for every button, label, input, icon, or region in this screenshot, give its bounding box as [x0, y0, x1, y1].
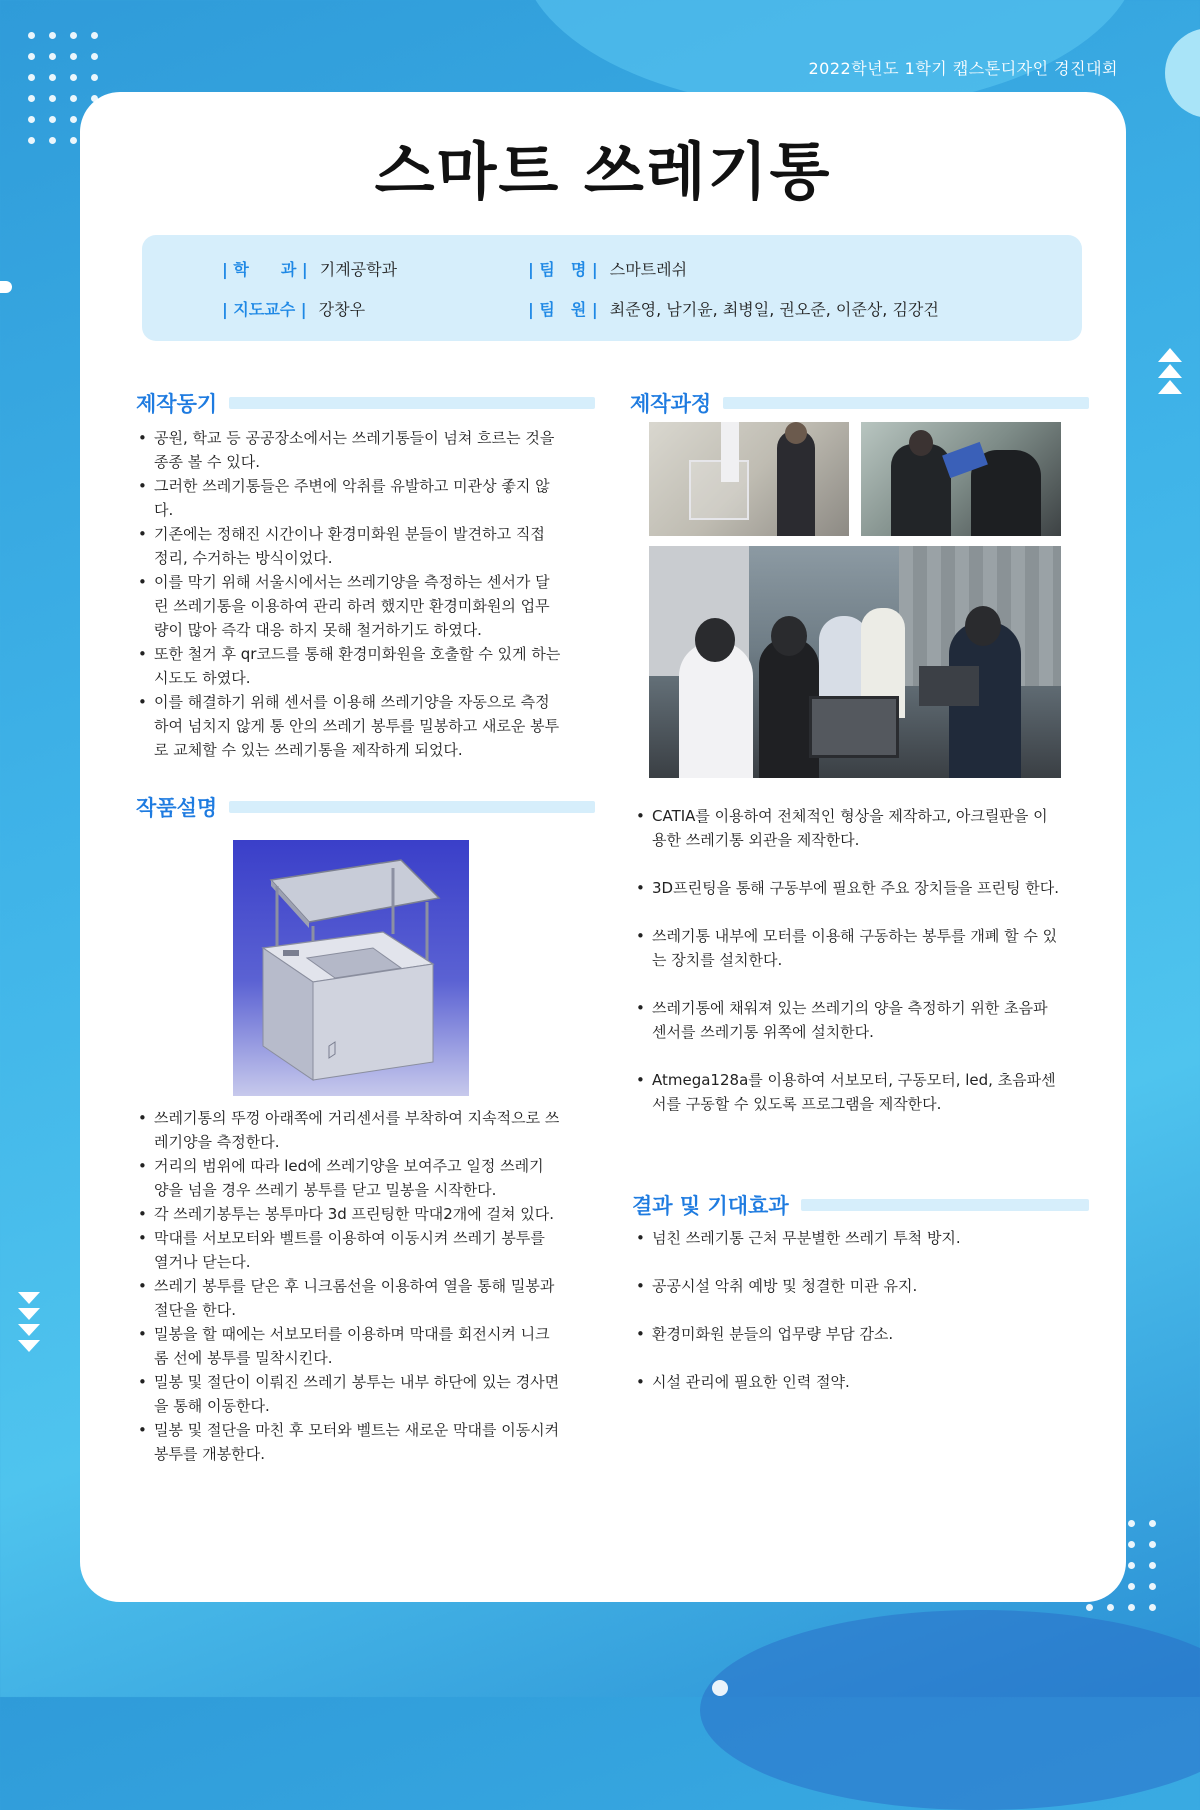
list-item: • 각 쓰레기봉투는 봉투마다 3d 프린팅한 막대2개에 걸쳐 있다. [138, 1202, 562, 1226]
list-item: • 공공시설 악취 예방 및 청결한 미관 유지. [636, 1274, 1062, 1298]
list-item: • 공원, 학교 등 공공장소에서는 쓰레기통들이 넘쳐 흐르는 것을 종종 볼 수 있다. [138, 426, 562, 474]
list-item: • Atmega128a를 이용하여 서보모터, 구동모터, led, 초음파센서를 구동할 수 있도록 프로그램을 제작한다. [636, 1068, 1062, 1116]
list-item: • 쓰레기통의 뚜껑 아래쪽에 거리센서를 부착하여 지속적으로 쓰레기양을 측정한다. [138, 1106, 562, 1154]
department-row [222, 257, 397, 280]
poster-card [80, 92, 1126, 1602]
department-value: 기계공학과 [319, 260, 398, 279]
contest-name: 2022학년도 1학기 캡스톤디자인 경진대회 [808, 59, 1118, 78]
background-blob-left [0, 281, 12, 293]
list-item: • 밀봉 및 절단을 마친 후 모터와 벨트는 새로운 막대를 이동시켜 봉투를 개봉한다. [138, 1418, 562, 1466]
list-item: • 밀봉 및 절단이 이뤄진 쓰레기 봉투는 내부 하단에 있는 경사면을 통해 이동한다. [138, 1370, 562, 1418]
process-heading: 제작과정 [630, 392, 712, 416]
advisor-value: 강창우 [318, 300, 366, 319]
section-title-motivation [136, 388, 595, 418]
process-photo-2 [861, 422, 1061, 536]
chevron-up-icon [1156, 348, 1184, 410]
description-list [138, 1106, 562, 1466]
process-list [636, 804, 1062, 1116]
list-item: • 시설 관리에 필요한 인력 절약. [636, 1370, 1062, 1394]
list-item: • 이를 막기 위해 서울시에서는 쓰레기양을 측정하는 센서가 달린 쓰레기통을 이용하여 관리 하려 했지만 환경미화원의 업무량이 많아 즉각 대응 하지 못해 철거하기도 하였다. [138, 570, 562, 642]
section-title-results [632, 1190, 1089, 1220]
description-heading: 작품설명 [136, 796, 218, 820]
results-list [636, 1226, 1062, 1394]
results-heading: 결과 및 기대효과 [632, 1194, 789, 1218]
list-item: • 쓰레기통에 채워져 있는 쓰레기의 양을 측정하기 위한 초음파 센서를 쓰레기통 위쪽에 설치한다. [636, 996, 1062, 1044]
background-blob-bottom-small [712, 1680, 728, 1696]
advisor-row [222, 297, 365, 320]
motivation-list [138, 426, 562, 762]
list-item: • 밀봉을 할 때에는 서보모터를 이용하며 막대를 회전시켜 니크롬 선에 봉투를 밀착시킨다. [138, 1322, 562, 1370]
list-item: • 그러한 쓰레기통들은 주변에 악취를 유발하고 미관상 좋지 않다. [138, 474, 562, 522]
list-item: • 거리의 범위에 따라 led에 쓰레기양을 보여주고 일정 쓰레기 양을 넘을 경우 쓰레기 봉투를 닫고 밀봉을 시작한다. [138, 1154, 562, 1202]
motivation-heading: 제작동기 [136, 392, 218, 416]
section-title-process [630, 388, 1089, 418]
team-row [528, 257, 687, 280]
list-item: • 넘친 쓰레기통 근처 무분별한 쓰레기 투척 방지. [636, 1226, 1062, 1250]
list-item: • 또한 철거 후 qr코드를 통해 환경미화원을 호출할 수 있게 하는 시도도 하였다. [138, 642, 562, 690]
list-item: • 쓰레기 봉투를 닫은 후 니크롬선을 이용하여 열을 통해 밀봉과 절단을 한다. [138, 1274, 562, 1322]
list-item: • 막대를 서보모터와 벨트를 이용하여 이동시켜 쓰레기 봉투를 열거나 닫는다. [138, 1226, 562, 1274]
members-value: 최준영, 남기윤, 최병일, 권오준, 이준상, 김강건 [609, 300, 939, 319]
background-blob-top-right [1165, 28, 1200, 118]
team-photo [649, 546, 1061, 778]
list-item: • 환경미화원 분들의 업무량 부담 감소. [636, 1322, 1062, 1346]
team-info-box [142, 235, 1082, 341]
list-item: • 기존에는 정해진 시간이나 환경미화원 분들이 발견하고 직접 정리, 수거하는 방식이었다. [138, 522, 562, 570]
team-value: 스마트레쉬 [609, 260, 688, 279]
team-label: | 팀 명 | [528, 260, 598, 279]
section-title-description [136, 792, 595, 822]
background-blob-bottom [700, 1610, 1200, 1810]
cad-render-image [233, 840, 469, 1096]
page-title: 스마트 쓰레기통 [374, 135, 832, 208]
chevron-down-icon [16, 1292, 42, 1356]
list-item: • CATIA를 이용하여 전체적인 형상을 제작하고, 아크릴판을 이용한 쓰레기통 외관을 제작한다. [636, 804, 1062, 852]
process-photo-1 [649, 422, 849, 536]
members-label: | 팀 원 | [528, 300, 598, 319]
list-item: • 3D프린팅을 통해 구동부에 필요한 주요 장치들을 프린팅 한다. [636, 876, 1062, 900]
department-label: | 학 과 | [222, 260, 308, 279]
list-item: • 이를 해결하기 위해 센서를 이용해 쓰레기양을 자동으로 측정하여 넘치지 않게 통 안의 쓰레기 봉투를 밀봉하고 새로운 봉투로 교체할 수 있는 쓰레기통을 제작하게 되었다. [138, 690, 562, 762]
members-row [528, 297, 939, 320]
advisor-label: | 지도교수 | [222, 300, 307, 319]
list-item: • 쓰레기통 내부에 모터를 이용해 구동하는 봉투를 개폐 할 수 있는 장치를 설치한다. [636, 924, 1062, 972]
